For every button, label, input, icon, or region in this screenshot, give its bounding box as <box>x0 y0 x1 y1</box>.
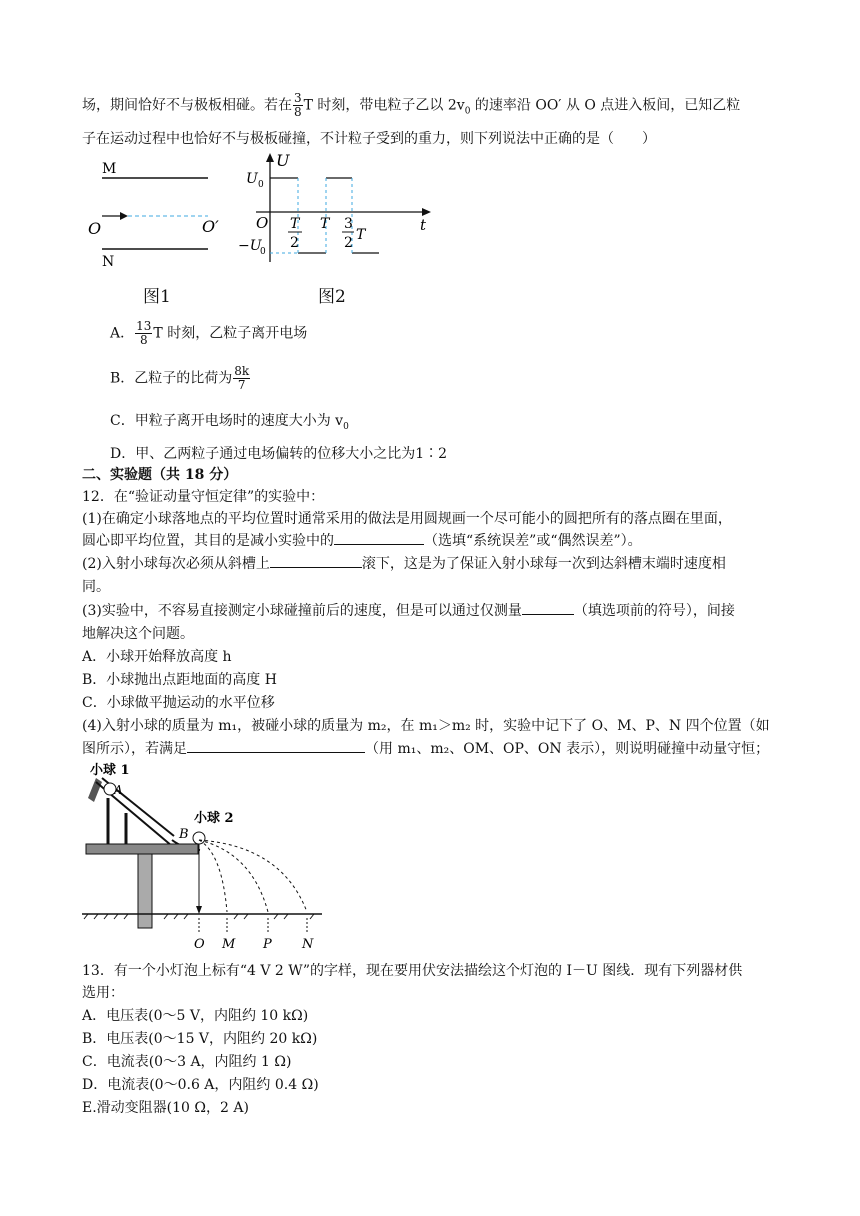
table-top <box>86 844 198 854</box>
tick-3-2-T: T <box>356 227 366 243</box>
label-neg-U0-sub: 0 <box>260 247 266 257</box>
label-U0-sub: 0 <box>258 180 264 190</box>
tick-3-2-den: 2 <box>344 235 353 251</box>
q11-intro-line1 <box>82 92 740 122</box>
q12-p3-line2: 地解决这个问题。 <box>82 626 194 642</box>
figure-2-voltage-graph <box>236 150 436 270</box>
q11-option-B: B．乙粒子的比荷为 $\frac{8k}{7}$ <box>110 364 250 392</box>
q12-p2-line1: (2)入射小球每次必须从斜槽上 滚下，这是为了保证入射小球每一次到达斜槽末端时速度相 <box>82 553 726 575</box>
blank-2[interactable] <box>270 553 362 568</box>
label-M: M <box>102 161 117 177</box>
q12-option-A: A．小球开始释放高度 h <box>82 649 232 665</box>
tick-3-2-num: 3 <box>344 216 353 232</box>
label-O: O <box>194 937 205 952</box>
q11-option-D: D．甲、乙两粒子通过电场偏转的位移大小之比为1∶2 <box>110 446 448 462</box>
fraction-3-8: $\frac{3}{8}$ <box>294 91 302 119</box>
q13-stem-line2: 选用： <box>82 985 124 1001</box>
q13-option-D: D．电流表(0～0.6 A，内阻约 0.4 Ω) <box>82 1077 319 1093</box>
section-2-title: 二、实验题（共 18 分） <box>82 467 238 483</box>
q13-option-B: B．电压表(0～15 V，内阻约 20 kΩ) <box>82 1031 318 1047</box>
q13-stem-line1: 13．有一个小灯泡上标有“4 V 2 W”的字样，现在要用伏安法描绘这个灯泡的 I－U 图线．现有下列器材供 <box>82 963 743 979</box>
label-ball-2: 小球 2 <box>194 811 234 826</box>
label-M: M <box>222 937 236 952</box>
q12-option-C: C．小球做平抛运动的水平位移 <box>82 695 275 711</box>
q13-option-C: C．电流表(0～3 A，内阻约 1 Ω) <box>82 1054 292 1070</box>
q13-option-E: E.滑动变阻器(10 Ω，2 A) <box>82 1100 249 1116</box>
q11-option-A: A． $\frac{13}{8}$ T 时刻，乙粒子离开电场 <box>110 319 308 347</box>
label-ball-1: 小球 1 <box>90 763 130 778</box>
label-origin: O <box>256 214 269 232</box>
label-t: t <box>420 216 427 234</box>
blank-4[interactable] <box>187 738 365 753</box>
q12-p2-line2: 同。 <box>82 579 110 595</box>
q11-intro-line2: 子在运动过程中也恰好不与极板碰撞，不计粒子受到的重力，则下列说法中正确的是（ ） <box>82 131 656 147</box>
tick-T: T <box>320 216 330 232</box>
q12-p3-line1: (3)实验中，不容易直接测定小球碰撞前后的速度，但是可以通过仅测量 （填选项前的符号），间接 <box>82 600 735 622</box>
table-leg <box>138 854 152 928</box>
label-O-prime: O′ <box>202 217 219 236</box>
tick-T-half-num: T <box>290 216 300 232</box>
q11-intro-b: T 时刻，带电粒子乙以 2v <box>303 97 465 114</box>
collision-apparatus-figure <box>82 758 332 953</box>
subscript-0: 0 <box>464 106 471 117</box>
ball-2 <box>193 832 205 844</box>
q11-option-C: C．甲粒子离开电场时的速度大小为 $v_0$ <box>110 413 349 432</box>
label-neg-U0: −U <box>238 238 262 254</box>
label-U0: U <box>246 171 258 187</box>
label-A: A <box>114 783 123 797</box>
q11-intro-c: 的速率沿 OO′ 从 O 点进入板间，已知乙粒 <box>470 97 741 114</box>
q12-p1-line2: 圆心即平均位置，其目的是减小实验中的 （选填“系统误差”或“偶然误差”）。 <box>82 530 642 552</box>
label-N: N <box>302 937 314 952</box>
q12-p4-line2: 图所示），若满足 （用 m₁、m₂、OM、OP、ON 表示），则说明碰撞中动量守恒； <box>82 738 769 760</box>
q13-option-A: A．电压表(0～5 V，内阻约 10 kΩ) <box>82 1008 309 1024</box>
label-U: U <box>276 151 290 170</box>
q12-p1-line1: (1)在确定小球落地点的平均位置时通常采用的做法是用圆规画一个尽可能小的圆把所有的落点圈在里面， <box>82 511 732 527</box>
blank-3[interactable] <box>522 600 574 615</box>
label-N: N <box>102 254 115 270</box>
label-P: P <box>263 937 272 952</box>
q12-stem: 12．在“验证动量守恒定律”的实验中： <box>82 489 325 505</box>
q12-p4-line1: (4)入射小球的质量为 m₁，被碰小球的质量为 m₂，在 m₁＞m₂ 时，实验中记下了 O、M、P、N 四个位置（如 <box>82 718 770 734</box>
q12-option-B: B．小球抛出点距地面的高度 H <box>82 672 277 688</box>
tick-T-half-den: 2 <box>290 235 299 251</box>
figure-1-caption: 图1 <box>143 287 171 307</box>
q11-intro-a: 场，期间恰好不与极板相碰。若在 <box>82 97 292 114</box>
ramp-top <box>88 778 102 802</box>
label-B: B <box>179 827 189 842</box>
label-O: O <box>88 219 102 238</box>
blank-1[interactable] <box>334 530 424 545</box>
figure-2-caption: 图2 <box>318 287 346 307</box>
